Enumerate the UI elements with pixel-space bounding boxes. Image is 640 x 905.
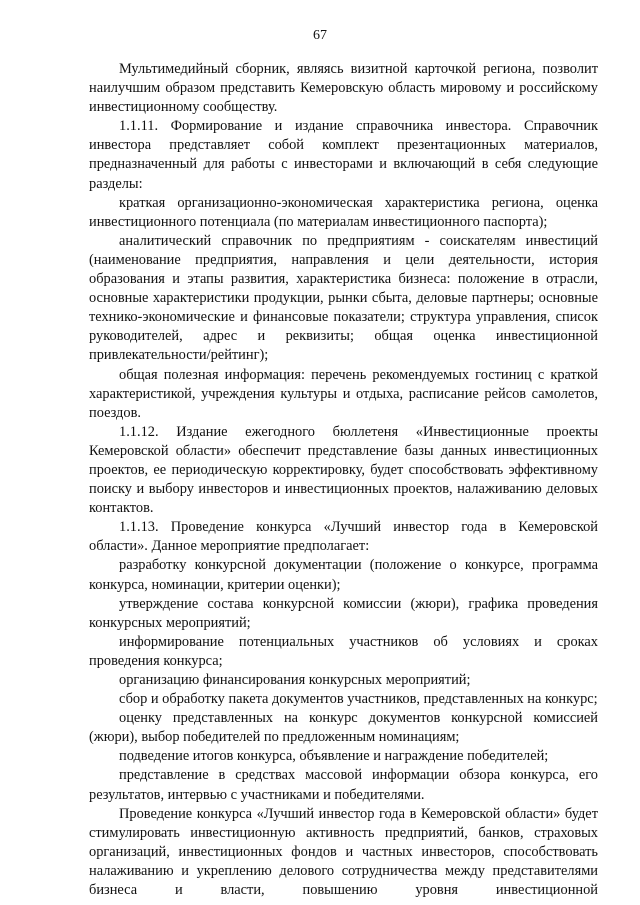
paragraph: 1.1.13. Проведение конкурса «Лучший инвестор года в Кемеровской области». Данное мероприятие предполагает:: [89, 519, 598, 555]
paragraph: 1.1.11. Формирование и издание справочника инвестора. Справочник инвестора представляет собой комплект презентационных материалов, предназначенный для работы с инвесторами и включающий в себя следующие разделы:: [89, 118, 598, 192]
paragraph: 1.1.12. Издание ежегодного бюллетеня «Инвестиционные проекты Кемеровской области» обеспечит представление базы данных инвестиционных проектов, ее периодическую корректировку, будет способствовать эффективному поиску и выбору инвесторов и инвестиционных проектов, налаживанию деловых контактов.: [89, 423, 598, 517]
list-item: разработку конкурсной документации (положение о конкурсе, программа конкурса, номинации, критерии оценки);: [89, 557, 598, 593]
list-item: информирование потенциальных участников об условиях и сроках проведения конкурса;: [89, 633, 598, 669]
list-item: общая полезная информация: перечень рекомендуемых гостиниц с краткой характеристикой, учреждения культуры и отдыха, расписание рейсов самолетов, поездов.: [89, 366, 598, 421]
list-item: подведение итогов конкурса, объявление и награждение победителей;: [119, 748, 549, 765]
list-item: представление в средствах массовой информации обзора конкурса, его результатов, интервью с участниками и победителями.: [89, 767, 598, 803]
paragraph: Мультимедийный сборник, являясь визитной карточкой региона, позволит наилучшим образом представить Кемеровскую область мировому и российскому инвестиционному сообществу.: [89, 61, 598, 116]
list-item: организацию финансирования конкурсных мероприятий;: [119, 672, 471, 688]
list-item: сбор и обработку пакета документов участников, представленных на конкурс;: [119, 691, 598, 708]
list-item: аналитический справочник по предприятиям - соискателям инвестиций (наименование предприятия, направления и цели деятельности, история образования и этапы развития, характеристика бизнеса: положение в отрасли, основные характеристики продукции, рынки сбыта, деловые партнеры; основные технико-экономические и финансовые показатели; структура управления, список руководителей, адрес и реквизиты; общая оценка инвестиционной привлекательности/рейтинг);: [89, 232, 598, 364]
page-number: 67: [313, 28, 327, 43]
paragraph: Проведение конкурса «Лучший инвестор года в Кемеровской области» будет стимулировать инвестиционную активность предприятий, банков, страховых организаций, инвестиционных фондов и частных инвесторов, способствовать налаживанию и укреплению делового сотрудничества между представителями бизнеса и власти, повышению уровня инвестиционной: [89, 805, 598, 899]
document-body: [89, 60, 598, 900]
list-item: краткая организационно-экономическая характеристика региона, оценка инвестиционного потенциала (по материалам инвестиционного паспорта);: [89, 194, 598, 230]
list-item: утверждение состава конкурсной комиссии (жюри), графика проведения конкурсных мероприятий;: [89, 595, 598, 631]
list-item: оценку представленных на конкурс документов конкурсной комиссией (жюри), выбор победителей по предложенным номинациям;: [89, 710, 598, 746]
